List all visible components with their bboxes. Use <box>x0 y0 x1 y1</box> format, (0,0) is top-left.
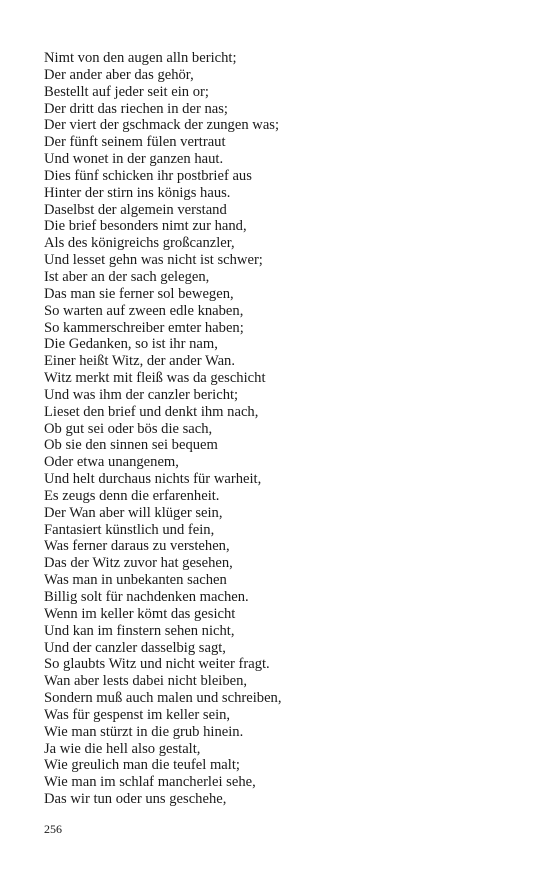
poem-line: Was man in unbekanten sachen <box>44 572 227 589</box>
poem-line: Fantasiert künstlich und fein, <box>44 521 215 538</box>
poem-line: Wenn im keller kömt das gesicht <box>44 605 236 622</box>
poem-line: Nimt von den augen alln bericht; <box>44 50 237 66</box>
poem-line: Dies fünf schicken ihr postbrief aus <box>44 167 252 184</box>
poem-line: Einer heißt Witz, der ander Wan. <box>44 353 235 370</box>
poem-line: Ja wie die hell also gestalt, <box>44 740 201 757</box>
poem-line: Lieset den brief und denkt ihm nach, <box>44 403 259 420</box>
poem-line: Und wonet in der ganzen haut. <box>44 151 224 168</box>
poem-line: Bestellt auf jeder seit ein or; <box>44 83 209 100</box>
poem-line: Die Gedanken, so ist ihr nam, <box>44 336 218 353</box>
page-number: 256 <box>44 822 62 836</box>
poem-line: Der fünft seinem fülen vertraut <box>44 134 226 151</box>
poem-line: Der Wan aber will klüger sein, <box>44 504 223 521</box>
poem-line: Die brief besonders nimt zur hand, <box>44 218 247 235</box>
poem-line: Hinter der stirn ins königs haus. <box>44 184 231 201</box>
poem-line: Das wir tun oder uns geschehe, <box>44 791 227 808</box>
poem-line: So kammerschreiber emter haben; <box>44 319 244 336</box>
poem-line: Was ferner daraus zu verstehen, <box>44 538 230 555</box>
poem-text <box>44 50 524 808</box>
poem-line: Es zeugs denn die erfarenheit. <box>44 487 220 504</box>
poem-line: Sondern muß auch malen und schreiben, <box>44 690 282 707</box>
poem-line: Und kan im finstern sehen nicht, <box>44 622 235 639</box>
poem-line: So warten auf zween edle knaben, <box>44 302 244 319</box>
poem-line: Der dritt das riechen in der nas; <box>44 100 228 117</box>
poem-line: Was für gespenst im keller sein, <box>44 706 231 723</box>
poem-line: Der ander aber das gehör, <box>44 66 194 83</box>
poem-line: So glaubts Witz und nicht weiter fragt. <box>44 656 270 673</box>
poem-line: Und der canzler dasselbig sagt, <box>44 639 226 656</box>
poem-line: Ist aber an der sach gelegen, <box>44 268 210 285</box>
poem-line: Das der Witz zuvor hat gesehen, <box>44 555 233 572</box>
poem-line: Als des königreichs großcanzler, <box>44 235 235 252</box>
poem-line: Wie man im schlaf mancherlei sehe, <box>44 774 256 791</box>
poem-line: Und was ihm der canzler bericht; <box>44 386 239 403</box>
poem-line: Der viert der gschmack der zungen was; <box>44 117 280 134</box>
poem-line: Billig solt für nachdenken machen. <box>44 589 249 605</box>
poem-line: Ob gut sei oder bös die sach, <box>44 420 213 437</box>
poem-line: Wan aber lests dabei nicht bleiben, <box>44 673 248 690</box>
poem-line: Und lesset gehn was nicht ist schwer; <box>44 252 263 269</box>
poem-line: Das man sie ferner sol bewegen, <box>44 285 234 302</box>
poem-line: Daselbst der algemein verstand <box>44 201 227 218</box>
poem-line: Und helt durchaus nichts für warheit, <box>44 471 262 488</box>
poem-line: Oder etwa unangenem, <box>44 454 179 471</box>
poem-line: Wie man stürzt in die grub hinein. <box>44 723 244 740</box>
poem-line: Wie greulich man die teufel malt; <box>44 757 240 774</box>
poem-line: Ob sie den sinnen sei bequem <box>44 437 218 454</box>
poem-line: Witz merkt mit fleiß was da geschicht <box>44 370 266 387</box>
